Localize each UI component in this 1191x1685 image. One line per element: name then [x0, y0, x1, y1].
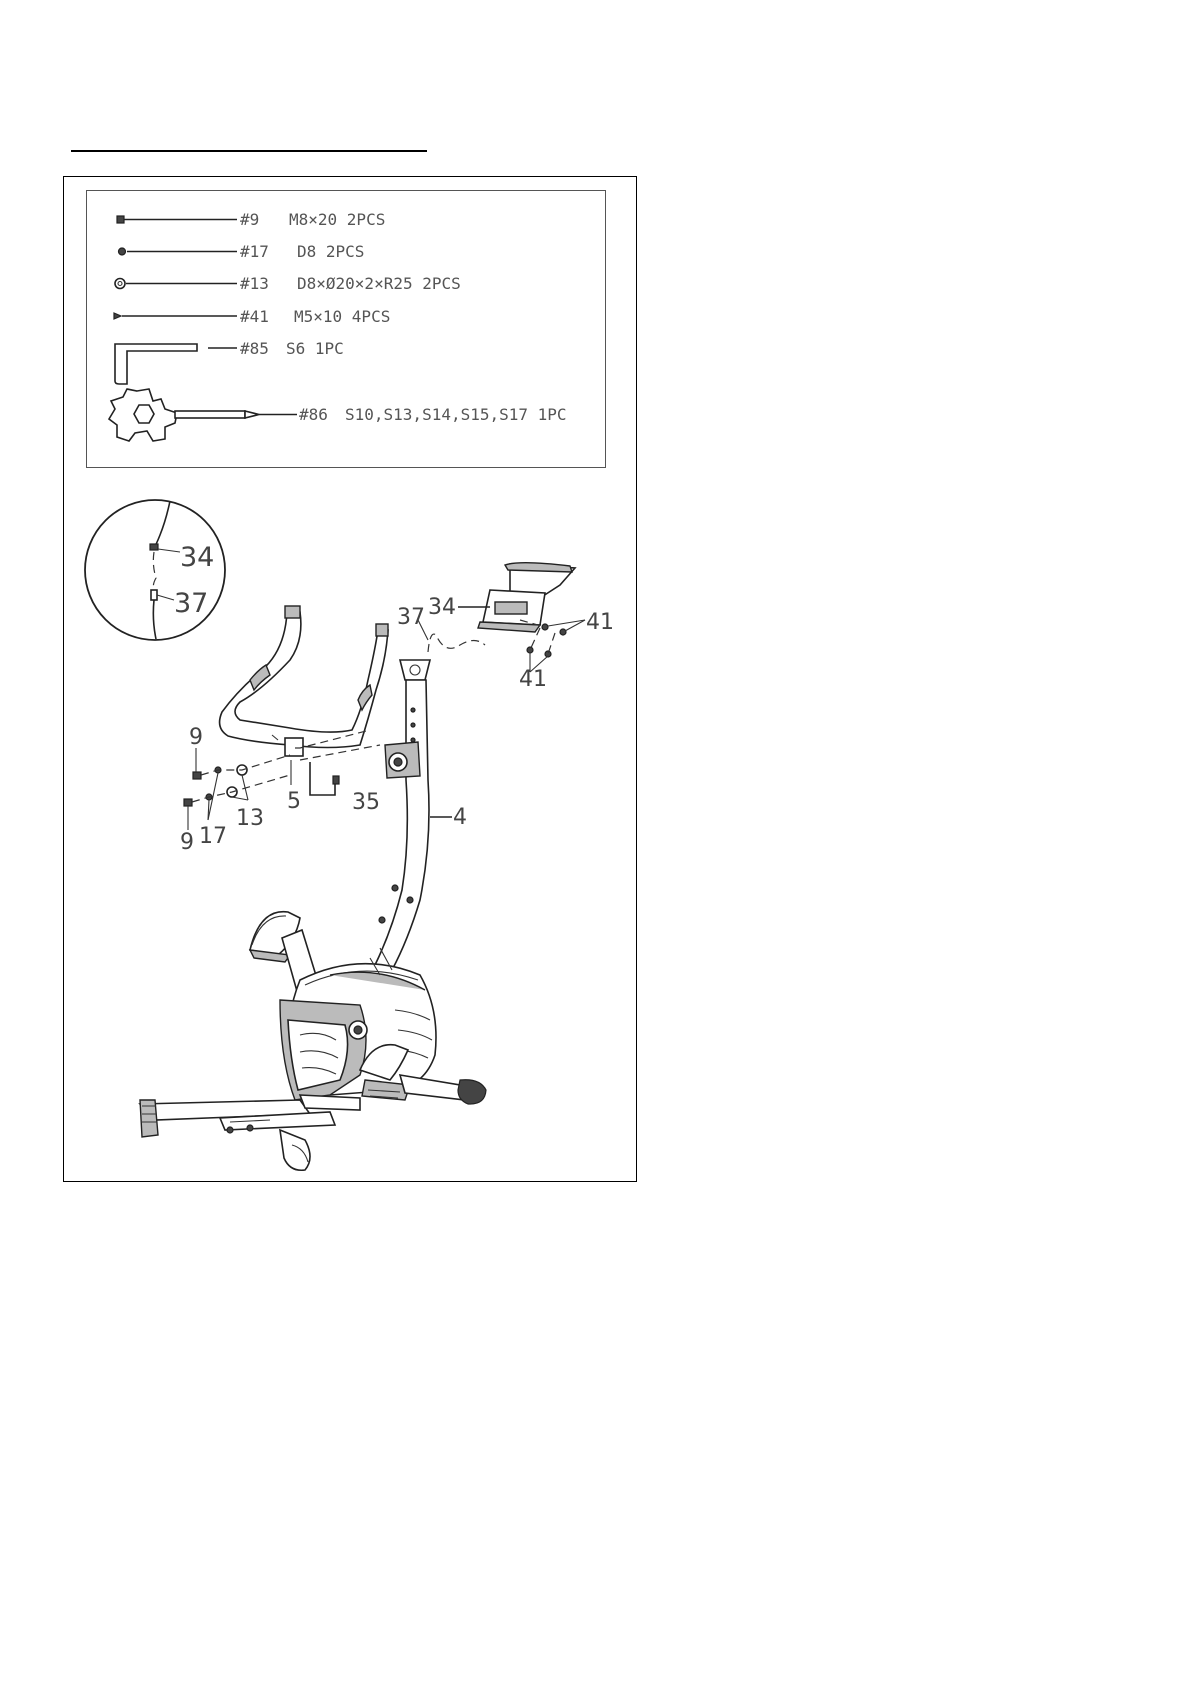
part-13-spec: D8×Ø20×2×R25 2PCS	[297, 274, 461, 293]
label-9-lower: 9	[180, 830, 194, 855]
part-86-number: #86	[299, 405, 328, 424]
part-13-number: #13	[240, 274, 269, 293]
part-17-number: #17	[240, 242, 269, 261]
label-34-computer: 34	[428, 595, 456, 620]
part-41-spec: M5×10 4PCS	[294, 307, 391, 326]
part-86-spec: S10,S13,S14,S15,S17 1PC	[345, 405, 567, 424]
part-9-number: #9	[240, 210, 260, 229]
handlebar	[220, 606, 388, 756]
part-9-spec: M8×20 2PCS	[289, 210, 386, 229]
detail-label-37: 37	[174, 588, 209, 619]
label-5-handlebar: 5	[287, 789, 301, 814]
part-85-number: #85	[240, 339, 269, 358]
label-37-wire: 37	[397, 605, 425, 630]
label-4-post: 4	[453, 805, 467, 830]
handlebar-post	[375, 660, 430, 970]
part-17-spec: D8 2PCS	[297, 242, 365, 261]
label-41-upper: 41	[586, 610, 614, 635]
bike-frame-body	[140, 912, 486, 1171]
part-41-number: #41	[240, 307, 269, 326]
label-41-lower: 41	[519, 667, 547, 692]
label-9-upper: 9	[189, 725, 203, 750]
label-13-washer: 13	[236, 806, 264, 831]
detail-label-34: 34	[180, 542, 215, 573]
label-17-washer: 17	[199, 824, 227, 849]
label-35-wire: 35	[352, 790, 380, 815]
part-85-spec: S6 1PC	[286, 339, 344, 358]
